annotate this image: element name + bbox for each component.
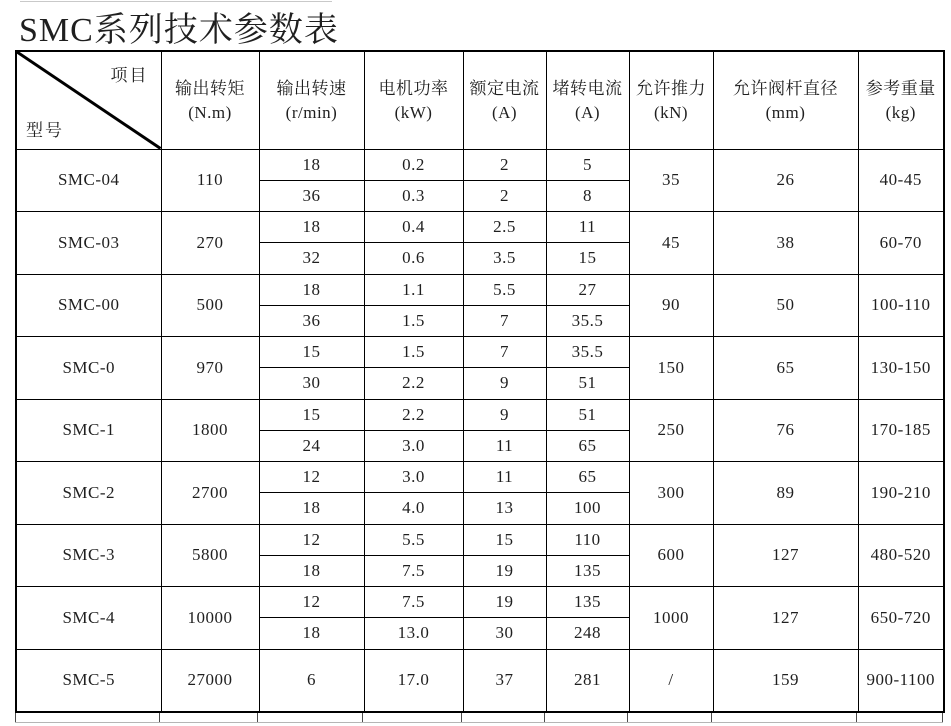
header-unit: (r/min)	[285, 102, 338, 122]
cell-rated-current: 7	[463, 305, 546, 336]
header-label: 输出转速	[276, 78, 347, 98]
cell-stem-diameter: 50	[713, 274, 858, 337]
cell-output-torque: 110	[161, 149, 259, 212]
cell-motor-power: 4.0	[364, 493, 463, 524]
cell-motor-power: 3.0	[364, 430, 463, 461]
header-unit: (A)	[491, 102, 518, 122]
cell-output-torque: 500	[161, 274, 259, 337]
table-row	[16, 587, 944, 618]
cell-rated-current: 13	[463, 493, 546, 524]
cropped-column-line	[857, 713, 943, 722]
cell-stall-current: 110	[546, 524, 629, 555]
cell-stall-current: 281	[546, 649, 629, 712]
spec-table	[15, 50, 945, 713]
cell-output-speed: 24	[259, 430, 364, 461]
cell-rated-current: 37	[463, 649, 546, 712]
cell-stem-diameter: 26	[713, 149, 858, 212]
cell-stall-current: 135	[546, 587, 629, 618]
cell-motor-power: 1.5	[364, 337, 463, 368]
cell-output-speed: 18	[259, 493, 364, 524]
table-row	[16, 649, 944, 712]
cell-stall-current: 51	[546, 368, 629, 399]
cell-rated-current: 19	[463, 555, 546, 586]
header-output-speed	[259, 51, 364, 149]
cell-output-torque: 970	[161, 337, 259, 400]
header-model-label: 型号	[26, 120, 64, 140]
cell-rated-current: 9	[463, 368, 546, 399]
cell-motor-power: 3.0	[364, 462, 463, 493]
cell-output-torque: 27000	[161, 649, 259, 712]
cell-ref-weight: 480-520	[858, 524, 944, 587]
cell-rated-current: 3.5	[463, 243, 546, 274]
cell-allowed-thrust: 250	[629, 399, 713, 462]
cell-ref-weight: 170-185	[858, 399, 944, 462]
header-label: 允许阀杆直径	[733, 78, 838, 98]
cell-motor-power: 1.1	[364, 274, 463, 305]
cropped-column-line	[462, 713, 545, 722]
cell-allowed-thrust: 300	[629, 462, 713, 525]
header-output-torque	[161, 51, 259, 149]
cell-motor-power: 0.2	[364, 149, 463, 180]
cell-stall-current: 35.5	[546, 337, 629, 368]
cropped-column-line	[545, 713, 628, 722]
header-stem-diameter	[713, 51, 858, 149]
cell-ref-weight: 650-720	[858, 587, 944, 650]
header-label: 电机功率	[378, 78, 449, 98]
cell-rated-current: 19	[463, 587, 546, 618]
cell-rated-current: 9	[463, 399, 546, 430]
header-unit: (A)	[574, 102, 601, 122]
cell-output-speed: 18	[259, 274, 364, 305]
cell-allowed-thrust: 600	[629, 524, 713, 587]
cell-output-torque: 10000	[161, 587, 259, 650]
cell-output-torque: 270	[161, 212, 259, 275]
cell-output-torque: 2700	[161, 462, 259, 525]
cell-allowed-thrust: /	[629, 649, 713, 712]
cell-stem-diameter: 127	[713, 524, 858, 587]
cell-stem-diameter: 127	[713, 587, 858, 650]
header-unit: (kg)	[885, 102, 916, 122]
header-ref-weight	[858, 51, 944, 149]
cropped-column-line	[15, 713, 160, 722]
cell-stall-current: 5	[546, 149, 629, 180]
cell-rated-current: 5.5	[463, 274, 546, 305]
header-label: 参考重量	[865, 78, 936, 98]
cell-ref-weight: 900-1100	[858, 649, 944, 712]
cell-rated-current: 30	[463, 618, 546, 649]
cell-stall-current: 100	[546, 493, 629, 524]
table-row	[16, 399, 944, 430]
header-allowed-thrust	[629, 51, 713, 149]
cropped-column-line	[628, 713, 712, 722]
cell-ref-weight: 130-150	[858, 337, 944, 400]
cell-allowed-thrust: 45	[629, 212, 713, 275]
cell-ref-weight: 100-110	[858, 274, 944, 337]
cell-rated-current: 7	[463, 337, 546, 368]
cell-rated-current: 15	[463, 524, 546, 555]
cell-output-torque: 5800	[161, 524, 259, 587]
header-stall-current	[546, 51, 629, 149]
cell-stall-current: 15	[546, 243, 629, 274]
cell-stall-current: 8	[546, 180, 629, 211]
cell-model: SMC-04	[16, 149, 161, 212]
cropped-next-row	[15, 713, 943, 723]
page-title: SMC系列技术参数表	[19, 12, 339, 49]
cell-ref-weight: 60-70	[858, 212, 944, 275]
cell-output-speed: 18	[259, 149, 364, 180]
table-row	[16, 274, 944, 305]
cell-motor-power: 5.5	[364, 524, 463, 555]
cell-output-speed: 18	[259, 618, 364, 649]
cell-model: SMC-2	[16, 462, 161, 525]
cell-stall-current: 35.5	[546, 305, 629, 336]
cell-output-speed: 15	[259, 399, 364, 430]
cell-stall-current: 27	[546, 274, 629, 305]
cell-model: SMC-3	[16, 524, 161, 587]
cell-motor-power: 2.2	[364, 399, 463, 430]
cell-output-speed: 30	[259, 368, 364, 399]
cell-stall-current: 11	[546, 212, 629, 243]
cell-rated-current: 2.5	[463, 212, 546, 243]
cell-output-speed: 12	[259, 587, 364, 618]
header-unit: (N.m)	[188, 102, 232, 122]
header-motor-power	[364, 51, 463, 149]
table-row	[16, 149, 944, 180]
cell-stem-diameter: 65	[713, 337, 858, 400]
cell-output-speed: 36	[259, 305, 364, 336]
cell-motor-power: 13.0	[364, 618, 463, 649]
cell-rated-current: 2	[463, 149, 546, 180]
table-row	[16, 524, 944, 555]
header-rated-current	[463, 51, 546, 149]
cell-stem-diameter: 76	[713, 399, 858, 462]
cell-model: SMC-5	[16, 649, 161, 712]
cell-ref-weight: 40-45	[858, 149, 944, 212]
cell-output-speed: 18	[259, 212, 364, 243]
cropped-column-line	[160, 713, 258, 722]
cropped-column-line	[363, 713, 462, 722]
cell-motor-power: 1.5	[364, 305, 463, 336]
table-row	[16, 337, 944, 368]
cell-rated-current: 11	[463, 462, 546, 493]
cell-allowed-thrust: 1000	[629, 587, 713, 650]
header-row	[16, 51, 944, 149]
cell-output-speed: 15	[259, 337, 364, 368]
cell-rated-current: 2	[463, 180, 546, 211]
cropped-column-line	[258, 713, 363, 722]
cell-output-torque: 1800	[161, 399, 259, 462]
cell-output-speed: 12	[259, 524, 364, 555]
header-label: 允许推力	[636, 78, 706, 98]
header-diagonal-cell	[16, 51, 161, 149]
header-unit: (kN)	[653, 102, 689, 122]
cell-output-speed: 36	[259, 180, 364, 211]
cell-stem-diameter: 89	[713, 462, 858, 525]
cell-stem-diameter: 38	[713, 212, 858, 275]
cell-motor-power: 0.6	[364, 243, 463, 274]
cell-allowed-thrust: 150	[629, 337, 713, 400]
header-label: 输出转矩	[175, 78, 245, 98]
cell-output-speed: 6	[259, 649, 364, 712]
header-item-label: 项目	[110, 66, 149, 85]
cell-ref-weight: 190-210	[858, 462, 944, 525]
cell-model: SMC-00	[16, 274, 161, 337]
header-label: 堵转电流	[552, 78, 623, 98]
cell-model: SMC-1	[16, 399, 161, 462]
cell-stall-current: 65	[546, 430, 629, 461]
cell-motor-power: 17.0	[364, 649, 463, 712]
cropped-column-line	[712, 713, 857, 722]
cell-motor-power: 7.5	[364, 587, 463, 618]
cell-allowed-thrust: 35	[629, 149, 713, 212]
cell-stall-current: 65	[546, 462, 629, 493]
cell-model: SMC-0	[16, 337, 161, 400]
cell-stall-current: 51	[546, 399, 629, 430]
cell-stem-diameter: 159	[713, 649, 858, 712]
cell-model: SMC-4	[16, 587, 161, 650]
cell-output-speed: 12	[259, 462, 364, 493]
cell-motor-power: 2.2	[364, 368, 463, 399]
cell-stall-current: 135	[546, 555, 629, 586]
cell-allowed-thrust: 90	[629, 274, 713, 337]
cell-stall-current: 248	[546, 618, 629, 649]
cell-model: SMC-03	[16, 212, 161, 275]
cell-output-speed: 18	[259, 555, 364, 586]
table-row	[16, 212, 944, 243]
header-unit: (mm)	[765, 102, 806, 122]
table-row	[16, 462, 944, 493]
cell-motor-power: 0.4	[364, 212, 463, 243]
header-label: 额定电流	[469, 78, 540, 98]
cell-output-speed: 32	[259, 243, 364, 274]
cell-motor-power: 0.3	[364, 180, 463, 211]
cell-motor-power: 7.5	[364, 555, 463, 586]
header-unit: (kW)	[394, 102, 433, 122]
cell-rated-current: 11	[463, 430, 546, 461]
